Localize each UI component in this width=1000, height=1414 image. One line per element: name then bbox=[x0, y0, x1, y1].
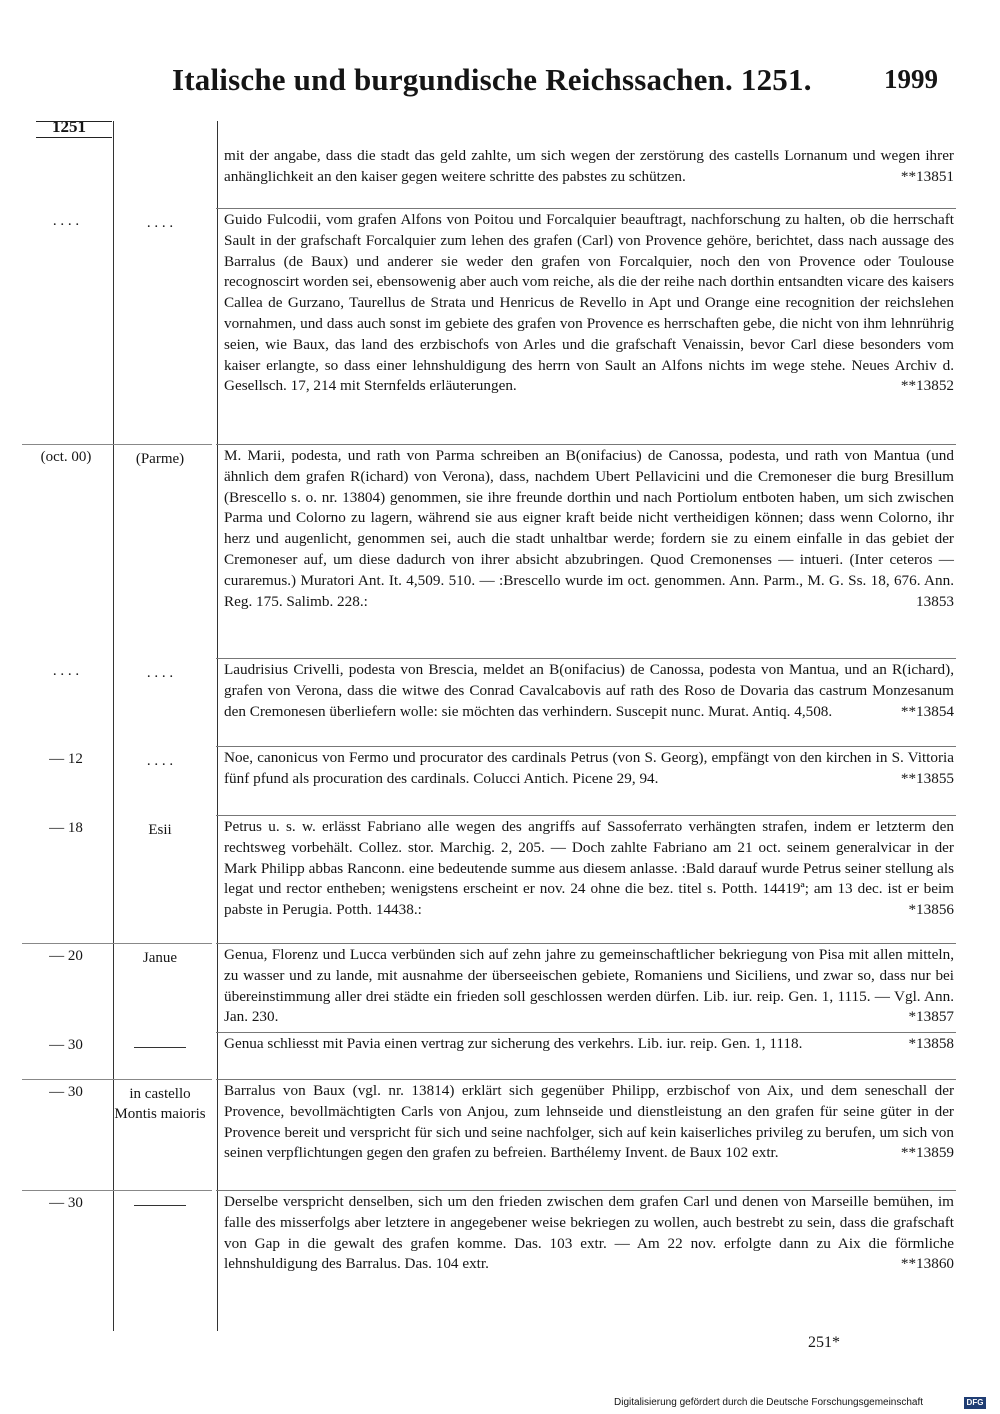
entry-body: Derselbe verspricht denselben, sich um den frieden zwischen dem grafen Carl und denen von Marseille bemühen, im falle des misserfolgs aber letztere in angegebener weise bekriegen zu wollen, auch bestrebt zu sein, dass die grafschaft von Gap in die gewalt des grafen komme. Das. 103 extr. — Am 22 nov. erfolgte dann zu Aix die förmliche lehnshuldigung des Barralus. Das. 104 extr. bbox=[224, 1193, 954, 1273]
entry-separator bbox=[22, 943, 212, 944]
entry-number: **13860 bbox=[900, 1255, 954, 1273]
entry-body: Genua, Florenz und Lucca verbünden sich auf zehn jahre zu gemeinschaftlicher bekriegung von Pisa mit allen mitteln, zu wasser und zu lande, mit ausnahme der überseeischen gebiete, Romaniens und Siciliens, und zwar so, dass nur bei übereinstimmung aller drei städte ein frieden soll geschlossen werden dürfen. Lib. iur. reip. Gen. 1, 1115. — Vgl. Ann. Jan. 230. bbox=[224, 946, 954, 1026]
entry-text bbox=[224, 748, 954, 790]
entry-separator bbox=[216, 1079, 956, 1080]
entry-date: — 30 bbox=[49, 1195, 83, 1211]
entry-place: . . . . bbox=[146, 753, 174, 769]
entry-separator bbox=[216, 943, 956, 944]
entry-place: (Parme) bbox=[135, 451, 185, 467]
entry-number: **13852 bbox=[900, 377, 954, 395]
entry-text bbox=[224, 210, 954, 397]
entry-separator bbox=[216, 746, 956, 747]
entry-text bbox=[224, 660, 954, 722]
entry-text bbox=[224, 1034, 954, 1055]
entry-body: Laudrisius Crivelli, podesta von Brescia, meldet an B(onifacius) de Canossa, podesta von Mantua, und an R(ichard), grafen von Verona, dass die witwe des Conrad Cavalcabovis auf rath des Roso de Dovaria das castrum Monzesanum den Cremonesen überliefern wolle: sie möchten das verhindern. Suscepit nunc. Murat. Antiq. 4,508. bbox=[224, 661, 954, 720]
entry-separator bbox=[22, 1190, 212, 1191]
entry-separator bbox=[22, 444, 212, 445]
entry-body: mit der angabe, dass die stadt das geld zahlte, um sich wegen der zerstörung des castells Lornanum und wegen ihrer anhänglichkeit an den kaiser gegen weitere schritte des pabstes zu schützen. bbox=[224, 147, 954, 185]
entry-number: 13853 bbox=[916, 592, 954, 610]
entry-place: in castello Montis maioris bbox=[114, 1086, 206, 1122]
entry-body: Guido Fulcodii, vom grafen Alfons von Poitou und Forcalquier beauftragt, nachforschung zu halten, ob die herrschaft Sault in der grafschaft Forcalquier zum lehen des grafen (Carl) von Provence gehöre, berichtet, dass nach aussage des Barralus (de Baux) und anderer sie weder den grafen von Forcalquier, noch den von Provence oder Toulouse recognoscirt worden sei, ebensowenig aber auch vom reiche, als die der reihe nach dorthin entsandten vicare des kaisers Callea de Gurzano, Taurellus de Strata und Henricus de Revello in Apt und Orange eine recognition der reichslehen vornahmen, und dass auch sonst im gebiete des grafen von Provence es herrschaften gebe, die nicht von ihm lehnrührig seien, wie Baux, das land des erzbischofs von Arles und die grafschaft Venaissin, bevor Carl diese besonders vom kaiser erlangte, so dass einer lehnshuldigung des herrn von Sault an Alfons nichts im wege stehe. Neues Archiv d. Gesellsch. 17, 214 mit Sternfelds erläuterungen. bbox=[224, 211, 954, 395]
entry-body: Barralus von Baux (vgl. nr. 13814) erklärt sich gegenüber Philipp, erzbischof von Aix, und dem seneschall der Provence, bevollmächtigten Carls von Anjou, zum lehnseide und dienstleistung an den grafen für seine güter in der Provence bereit und verspricht für sich und seine nachfolger, sich auf kein kaiserliches privileg zu berufen, um sich von seinen verpflichtungen gegen den grafen zu befreien. Barthélemy Invent. de Baux 102 extr. bbox=[224, 1082, 954, 1162]
entry-number: *13856 bbox=[908, 901, 954, 919]
entry-separator bbox=[216, 444, 956, 445]
entry-body: Noe, canonicus von Fermo und procurator des cardinals Petrus (von S. Georg), empfängt von den kirchen in S. Vittoria fünf pfund als procuration des cardinals. Colucci Antich. Picene 29, 94. bbox=[224, 749, 954, 787]
entry-number: *13858 bbox=[908, 1035, 954, 1052]
entry-separator bbox=[216, 1032, 956, 1033]
entry-body: Petrus u. s. w. erlässt Fabriano alle wegen des angriffs auf Sassoferrato verhängten strafen, indem er letzterm den rechtsweg vorbehält. Collez. stor. Marchig. 2, 205. — Doch zahlte Fabriano am 21 oct. seinem generalvicar in der Mark Philipp abbas Ranconn. eine bedeutende summe aus diesem anlasse. :Bald darauf wurde Petrus seiner stellung als legat und rector entheben; wenigstens erscheint er nov. 24 ohne die bez. titel s. Potth. 14419ª; am 13 dec. ist er beim pabste in Perugia. Potth. 14438.: bbox=[224, 818, 954, 919]
entry-separator bbox=[216, 1190, 956, 1191]
entry-date: (oct. 00) bbox=[40, 449, 92, 465]
entry-text bbox=[224, 146, 954, 188]
entry-date: — 18 bbox=[49, 820, 83, 836]
entry-text bbox=[224, 446, 954, 612]
page-number: 1999 bbox=[884, 64, 938, 94]
entry-date: — 30 bbox=[49, 1037, 83, 1053]
entry-number: **13859 bbox=[900, 1144, 954, 1162]
entry-date: — 30 bbox=[49, 1084, 83, 1100]
entry-separator bbox=[216, 658, 956, 659]
place-dash bbox=[134, 1205, 186, 1206]
entry-date: — 12 bbox=[49, 751, 83, 767]
entry-number: **13855 bbox=[900, 769, 954, 787]
place-dash bbox=[134, 1047, 186, 1048]
entry-place: Janue bbox=[142, 950, 178, 966]
entry-separator bbox=[216, 208, 956, 209]
running-title: Italische und burgundische Reichssachen. 1251. bbox=[172, 62, 812, 97]
entry-number: **13854 bbox=[900, 702, 954, 720]
entry-text bbox=[224, 817, 954, 921]
entry-place: . . . . bbox=[146, 215, 174, 231]
entry-place: . . . . bbox=[146, 665, 174, 681]
entry-text bbox=[224, 1192, 954, 1275]
entry-body: M. Marii, podesta, und rath von Parma schreiben an B(onifacius) de Canossa, podesta, und rath von Mantua (und ähnlich dem grafen R(ichard) von Verona), dass, nachdem Ubert Pellavicini und die Cremoneser die burg Bresillum (Brescello s. o. nr. 13804) genommen, sie ihre freunde dorthin und nach Portiolum entboten haben, um sich zwischen Parma und Colorno zu lagern, während sie aus eigner kraft beide nicht vertheidigen können; dass wenn Colorno, ihr herz und augenlicht, genommen sei, auch die stadt unhaltbar werde; fordern sie zu einem einfalle in das gebiet der Cremoneser auf, um diese dadurch von ihrer absicht abzubringen. Quod Cremonenses — intueri. (Inter ceteros — curaremus.) Muratori Ant. It. 4,509. 510. — :Brescello wurde im oct. genommen. Ann. Parm., M. G. Ss. 18, 676. Ann. Reg. 175. Salimb. 228.: bbox=[224, 447, 954, 610]
entry-body: Genua schliesst mit Pavia einen vertrag zur sicherung des verkehrs. Lib. iur. reip. Gen. 1, 1118. bbox=[224, 1035, 803, 1052]
dfg-logo-icon: DFG bbox=[964, 1397, 986, 1409]
year-label: 1251 bbox=[52, 117, 86, 136]
entry-separator bbox=[22, 1079, 212, 1080]
entry-number: **13851 bbox=[900, 167, 954, 185]
entry-number: *13857 bbox=[908, 1008, 954, 1026]
entry-date: . . . . bbox=[52, 663, 80, 679]
entry-text bbox=[224, 945, 954, 1028]
sheet-signature: 251* bbox=[808, 1334, 840, 1351]
entry-separator bbox=[216, 815, 956, 816]
entry-text bbox=[224, 1081, 954, 1164]
digitization-credit: Digitalisierung gefördert durch die Deutsche Forschungsgemeinschaft bbox=[614, 1397, 924, 1408]
entry-date: — 20 bbox=[49, 948, 83, 964]
entry-place: Esii bbox=[148, 822, 172, 838]
entry-date: . . . . bbox=[52, 213, 80, 229]
